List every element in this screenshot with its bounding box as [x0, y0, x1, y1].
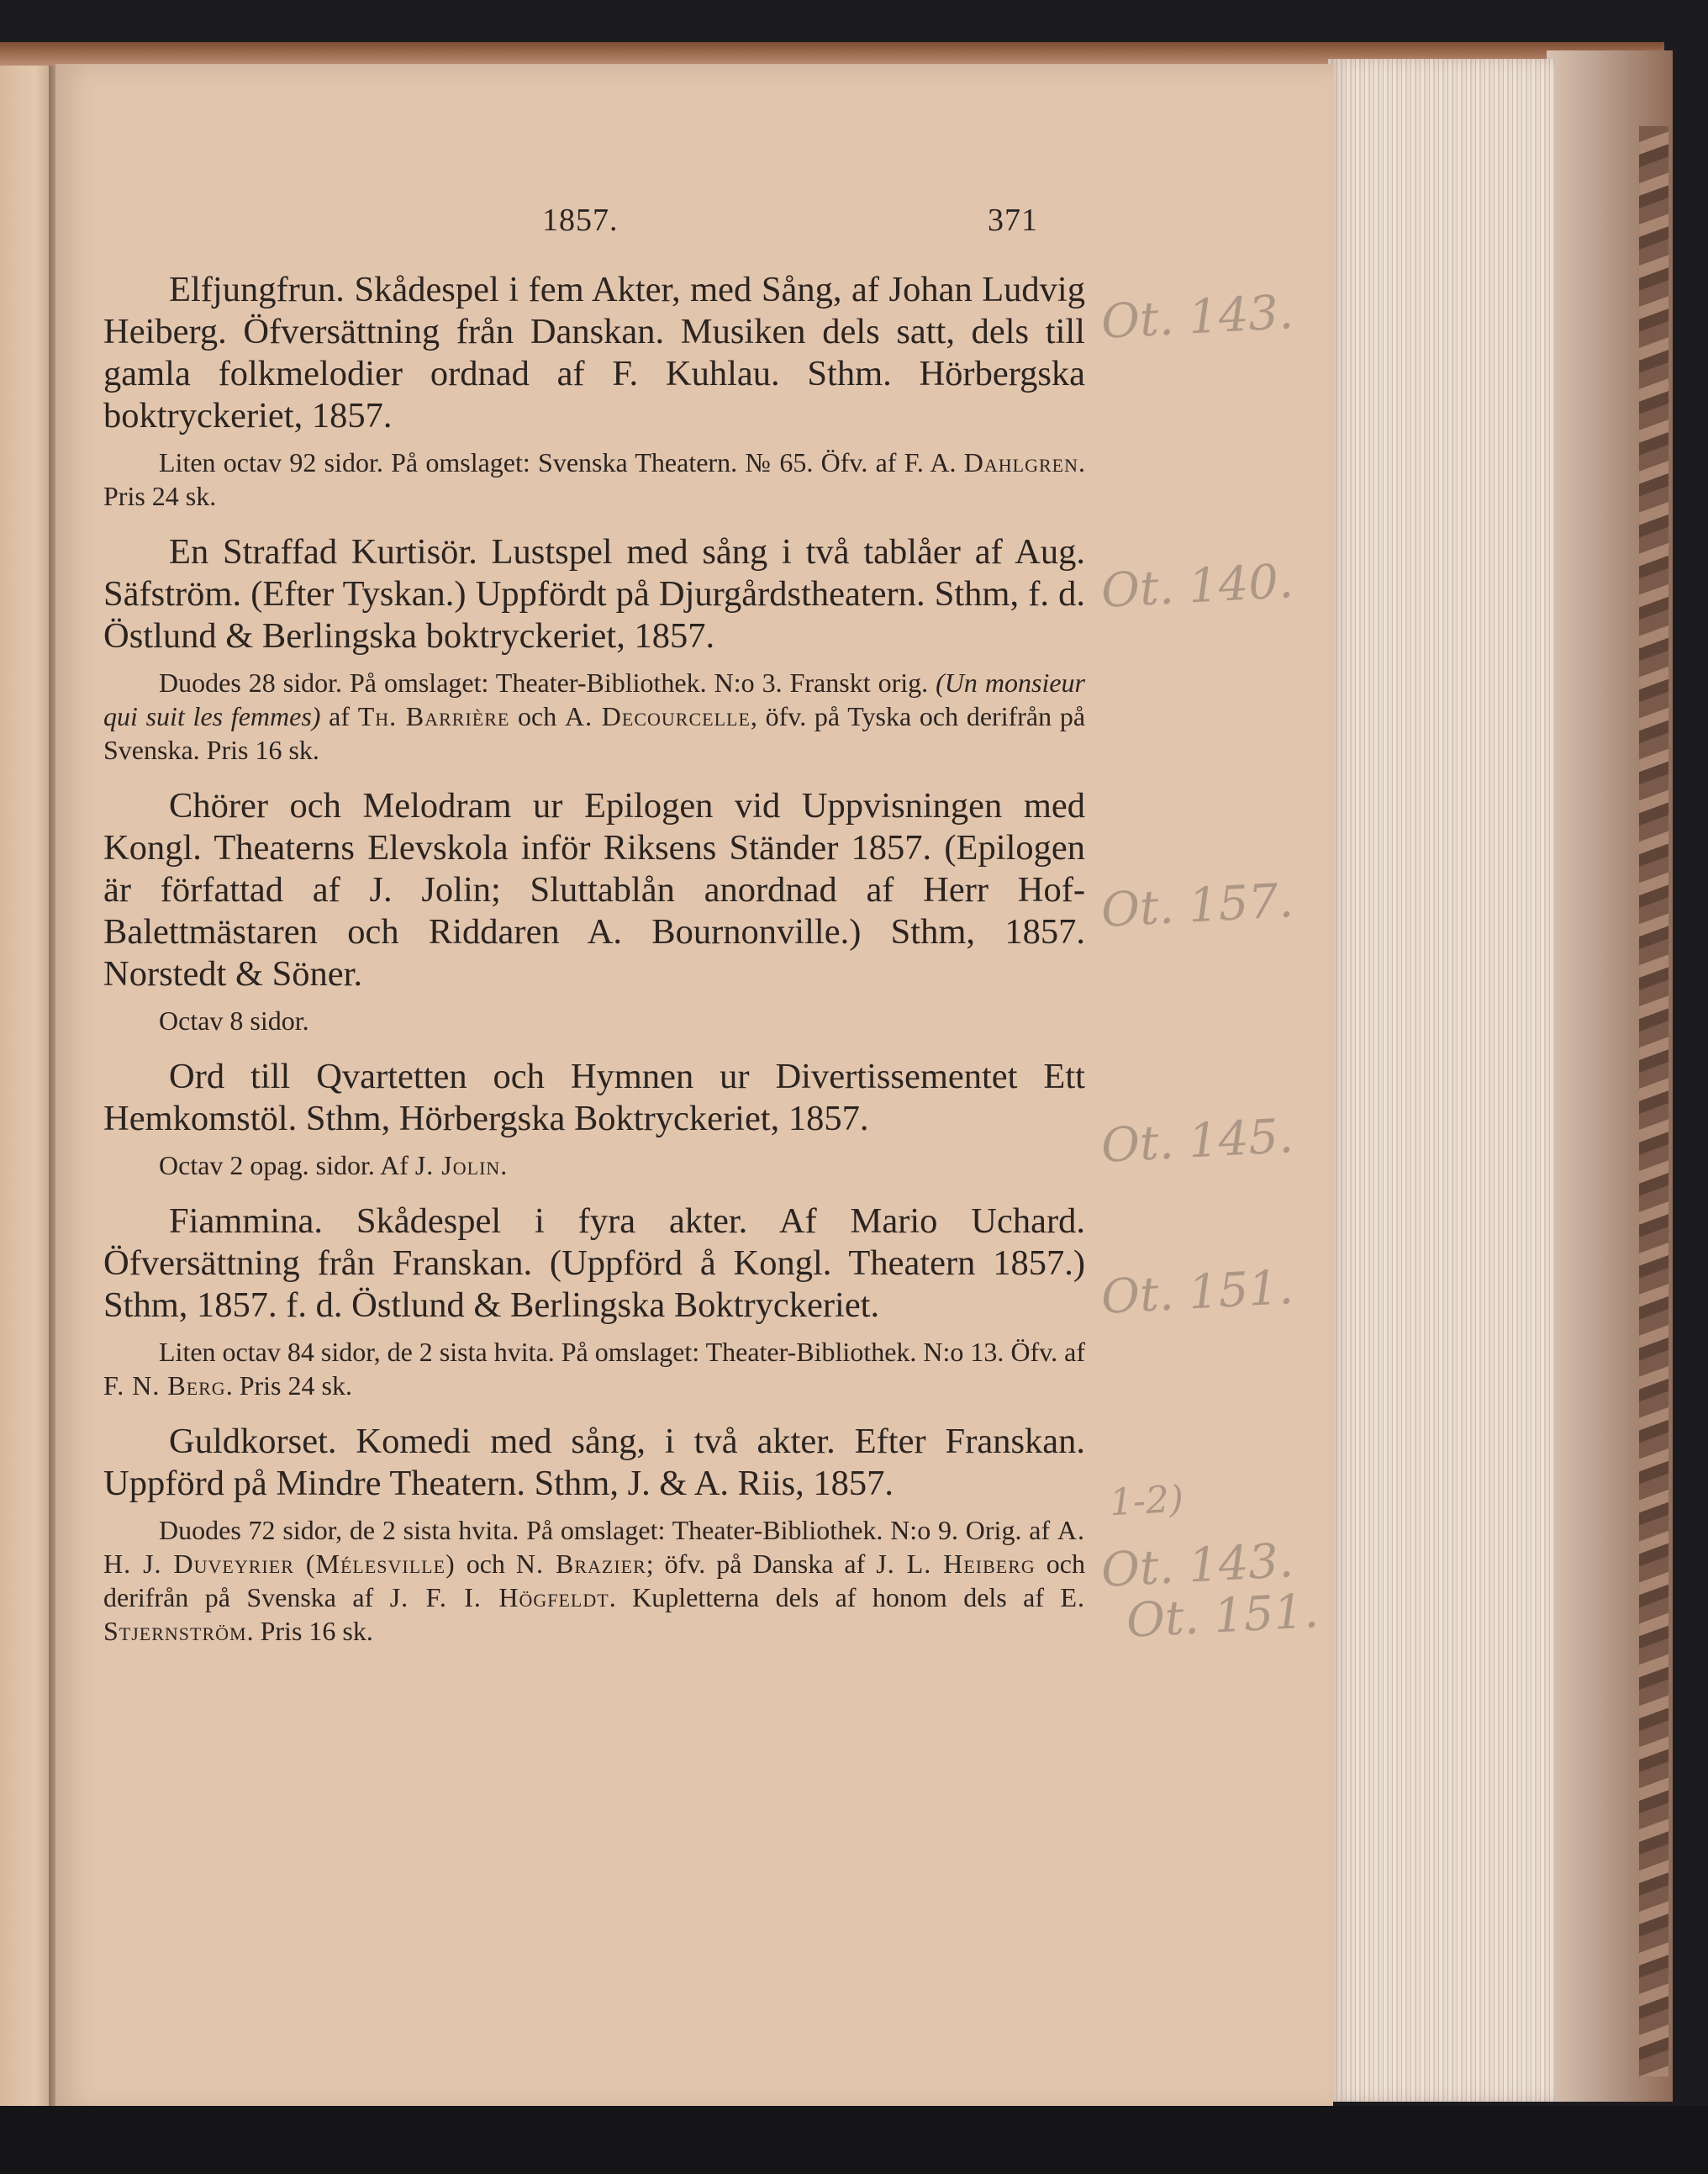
page-block-edges — [1328, 59, 1555, 2102]
running-head-year: 1857. — [542, 203, 619, 238]
entry-note: Octav 2 opag. sidor. Af J. Jolin. — [159, 1150, 508, 1180]
pencil-annotation: Ot. 143. — [1099, 285, 1295, 350]
bibliography-entry — [103, 1056, 1085, 1182]
pencil-annotation: Ot. 157. — [1099, 873, 1295, 938]
entry-title-block: Guldkorset. Komedi med sång, i två akter. Efter Franskan. Uppförd på Mindre Theatern. Sthm, J. & A. Riis, 1857. — [103, 1422, 1085, 1503]
entry-title-block: Elfjungfrun. Skådespel i fem Akter, med Sång, af Johan Ludvig Heiberg. Öfversättning från Danskan. Musiken dels satt, dels till gamla folkmelodier ordnad af F. Kuhlau. Sthm. Hörbergska boktryckeriet, 1857. — [103, 270, 1085, 435]
marbled-board-edge — [1639, 126, 1668, 2076]
pencil-annotation: Ot. 145. — [1099, 1109, 1295, 1174]
entry-note: Octav 8 sidor. — [159, 1005, 309, 1036]
entry-note: Liten octav 84 sidor, de 2 sista hvita. På omslaget: Theater-Bibliothek. N:o 13. Öfv. af F. N. Berg. Pris 24 sk. — [103, 1337, 1085, 1401]
page-number: 371 — [988, 203, 1038, 238]
page-text-column — [103, 269, 1085, 1666]
entry-note: Duodes 72 sidor, de 2 sista hvita. På omslaget: Theater-Bibliothek. N:o 9. Orig. af A. H. J. Duveyrier (Mélesville) och N. Brazier; öfv. på Danska af J. L. Heiberg och derifrån på Svenska af J. F. I. Högfeldt. Kupletterna dels af honom dels af E. Stjernström. Pris 16 sk. — [103, 1515, 1086, 1646]
bibliography-entry — [103, 1200, 1085, 1402]
pencil-annotation: Ot. 140. — [1099, 554, 1295, 619]
pencil-annotation: Ot. 143. — [1099, 1533, 1295, 1598]
entry-title-block: Chörer och Melodram ur Epilogen vid Uppvisningen med Kongl. Theaterns Elevskola inför Riksens Ständer 1857. (Epilogen är författad af J. Jolin; Sluttablån anordnad af Herr Hof-Balettmästaren och Riddaren A. Bournonville.) Sthm, 1857. Norstedt & Söner. — [103, 786, 1085, 994]
pencil-annotation: Ot. 151. — [1125, 1584, 1321, 1649]
bibliography-entry — [103, 531, 1085, 767]
pencil-annotation-mark: 1-2) — [1108, 1477, 1185, 1525]
bibliography-entry — [103, 785, 1085, 1037]
entry-note: Duodes 28 sidor. På omslaget: Theater-Bibliothek. N:o 3. Franskt orig. (Un monsieur qui suit les femmes) af Th. Barrière och A. Decourcelle, öfv. på Tyska och derifrån på Svenska. Pris 16 sk. — [103, 668, 1086, 765]
entry-note: Liten octav 92 sidor. På omslaget: Svenska Theatern. № 65. Öfv. af F. A. Dahlgren. Pris 24 sk. — [103, 447, 1085, 511]
bibliography-entry — [103, 1421, 1085, 1648]
entry-title-block: En Straffad Kurtisör. Lustspel med sång i två tablåer af Aug. Säfström. (Efter Tyskan.) Uppfördt på Djurgårdstheatern. Sthm, f. d. Östlund & Berlingska boktryckeriet, 1857. — [103, 532, 1085, 656]
bibliography-entry — [103, 269, 1085, 513]
entry-title-block: Fiammina. Skådespel i fyra akter. Af Mario Uchard. Öfversättning från Franskan. (Uppförd å Kongl. Theatern 1857.) Sthm, 1857. f. d. Östlund & Berlingska Boktryckeriet. — [103, 1201, 1085, 1325]
pencil-annotation: Ot. 151. — [1099, 1260, 1295, 1325]
entry-title-block: Ord till Qvartetten och Hymnen ur Divertissementet Ett Hemkomstöl. Sthm, Hörbergska Boktryckeriet, 1857. — [103, 1057, 1085, 1138]
background-shadow — [0, 2106, 1708, 2174]
